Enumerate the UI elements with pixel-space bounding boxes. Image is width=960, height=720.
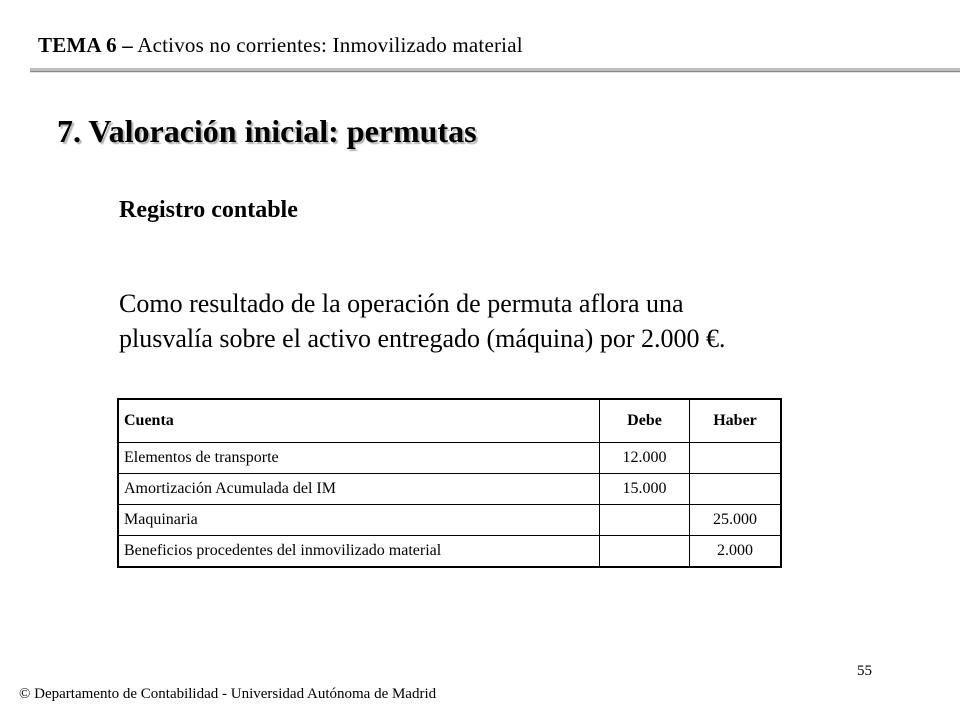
cell-debe bbox=[600, 505, 690, 536]
table-row bbox=[118, 474, 781, 505]
header-divider-shadow bbox=[30, 72, 960, 73]
footer-copyright: © Departamento de Contabilidad - Universidad Autónoma de Madrid bbox=[19, 686, 437, 702]
page-number: 55 bbox=[857, 663, 872, 679]
body-line-2: plusvalía sobre el activo entregado (máquina) por 2.000 €. bbox=[119, 324, 726, 353]
cell-cuenta: Maquinaria bbox=[118, 505, 600, 536]
slide-subtitle: Registro contable bbox=[119, 197, 298, 223]
header-topic-number: TEMA 6 – bbox=[38, 33, 133, 57]
cell-debe: 12.000 bbox=[600, 443, 690, 474]
cell-haber bbox=[690, 443, 782, 474]
table-row bbox=[118, 443, 781, 474]
table-row bbox=[118, 505, 781, 536]
cell-debe bbox=[600, 536, 690, 568]
table-row bbox=[118, 536, 781, 568]
column-header-cuenta: Cuenta bbox=[118, 399, 600, 443]
column-header-debe: Debe bbox=[600, 399, 690, 443]
table-header-row bbox=[118, 399, 781, 443]
cell-cuenta: Beneficios procedentes del inmovilizado material bbox=[118, 536, 600, 568]
slide-title: 7. Valoración inicial: permutas bbox=[57, 113, 477, 149]
cell-cuenta: Elementos de transporte bbox=[118, 443, 600, 474]
cell-haber: 25.000 bbox=[690, 505, 782, 536]
journal-entry-table bbox=[117, 398, 782, 568]
column-header-haber: Haber bbox=[690, 399, 782, 443]
header-topic-title: Activos no corrientes: Inmovilizado material bbox=[132, 33, 523, 57]
cell-haber: 2.000 bbox=[690, 536, 782, 568]
cell-haber bbox=[690, 474, 782, 505]
slide-header bbox=[38, 33, 523, 58]
body-line-1: Como resultado de la operación de permuta aflora una bbox=[119, 289, 684, 318]
body-paragraph bbox=[119, 286, 879, 356]
cell-debe: 15.000 bbox=[600, 474, 690, 505]
cell-cuenta: Amortización Acumulada del IM bbox=[118, 474, 600, 505]
